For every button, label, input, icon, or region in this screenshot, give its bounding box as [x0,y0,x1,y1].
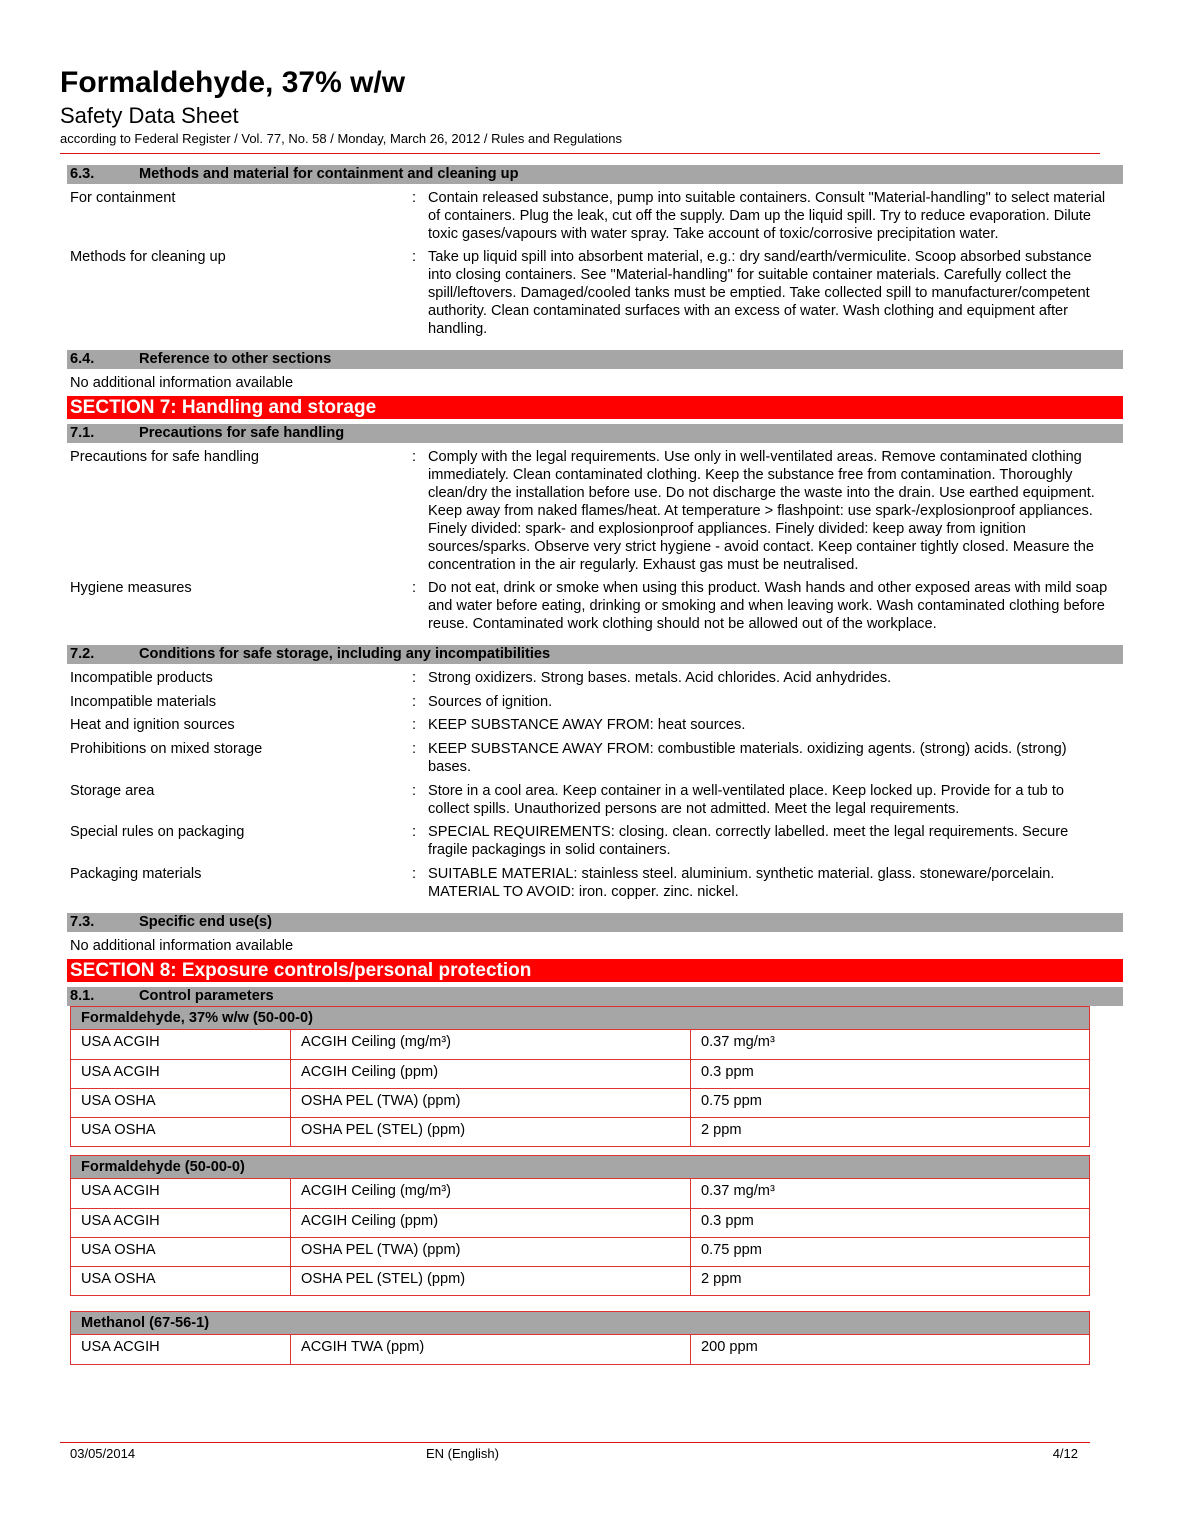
info-row-packaging-materials [67,865,1123,901]
table-cell-agency: USA OSHA [71,1089,291,1117]
footer-page-number: 4/12 [1052,1446,1078,1461]
subsection-title: Control parameters [139,988,274,1004]
row-value: Contain released substance, pump into suitable containers. Consult "Material-handling" to select material of containers. Plug the leak, cut off the supply. Dam up the liquid spill. Try to reduce evaporation. Dilute toxic gases/vapours with water spray. Take account of toxic/corrosive precipitation water. [428,190,1106,242]
footer-date: 03/05/2014 [70,1446,136,1461]
row-value: Take up liquid spill into absorbent material, e.g.: dry sand/earth/vermiculite. Scoop absorbed substance into closing containers. See "Material-handling" for suitable container materials. Carefully collect the spill/leftovers. Damaged/cooled tanks must be emptied. Take collected spill to manufacturer/competent authority. Clean contaminated surfaces with an excess of water. Wash clothing and equipment after handling. [428,249,1092,337]
table-row [71,1208,1089,1237]
subsection-number: 7.2. [70,646,95,662]
footer-language: EN (English) [426,1446,499,1461]
row-label: Incompatible products [70,670,213,686]
row-colon: : [412,866,417,882]
info-row-incompatible-products [67,669,1123,687]
row-value: Do not eat, drink or smoke when using this product. Wash hands and other exposed areas with mild soap and water before eating, drinking or smoking and when leaving work. Wash contaminated clothing before reuse. Contaminated work clothing should not be allowed out of the workplace. [428,580,1108,632]
row-value: Store in a cool area. Keep container in a well-ventilated place. Keep locked up. Provide for a tub to collect spills. Unauthorized persons are not admitted. Meet the legal requirements. [428,783,1065,817]
exposure-table-formaldehyde [70,1155,1090,1296]
row-value: Comply with the legal requirements. Use only in well-ventilated areas. Remove contaminated clothing immediately. Clean contaminated clothing. Keep the substance free from contamination. Thoroughly clean/dry the installation before use. Do not discharge the waste into the drain. Use earthed equipment. Keep away from naked flames/heat. At temperature > flashpoint: use spark-/explosionproof appliances. Finely divided: spark- and explosionproof appliances. Finely divided: keep away from ignition sources/sparks. Observe very strict hygiene - avoid contact. Keep container tightly closed. Measure the concentration in the air regularly. Exhaust gas must be neutralised. [428,449,1095,573]
row-colon: : [412,670,417,686]
table-cell-parameter: ACGIH Ceiling (mg/m³) [291,1179,691,1208]
page-footer [60,1442,1090,1466]
table-title: Formaldehyde, 37% w/w (50-00-0) [71,1007,1089,1030]
subsection-title: Methods and material for containment and cleaning up [139,166,519,182]
table-cell-agency: USA OSHA [71,1238,291,1266]
table-cell-parameter: ACGIH TWA (ppm) [291,1335,691,1364]
row-colon: : [412,190,417,206]
table-cell-agency: USA ACGIH [71,1060,291,1088]
table-cell-parameter: ACGIH Ceiling (mg/m³) [291,1030,691,1059]
row-label: For containment [70,190,176,206]
row-label: Hygiene measures [70,580,192,596]
table-cell-value: 0.37 mg/m³ [701,1034,775,1050]
row-label: Packaging materials [70,866,202,882]
row-value: Sources of ignition. [428,694,553,710]
info-row-mixed-storage [67,740,1123,776]
row-label: Prohibitions on mixed storage [70,741,263,757]
info-row-incompatible-materials [67,693,1123,711]
table-row [71,1030,1089,1059]
table-cell-value: 0.3 ppm [701,1213,754,1229]
row-label: Special rules on packaging [70,824,245,840]
table-cell-agency: USA ACGIH [71,1179,291,1208]
regulation-reference: according to Federal Register / Vol. 77, No. 58 / Monday, March 26, 2012 / Rules and Regulations [60,131,622,146]
info-row-heat-ignition [67,716,1123,734]
row-label: Precautions for safe handling [70,449,260,465]
row-colon: : [412,580,417,596]
subsection-number: 7.1. [70,425,95,441]
subsection-title: Reference to other sections [139,351,332,367]
table-cell-value: 0.75 ppm [701,1242,762,1258]
table-cell-value: 2 ppm [701,1271,742,1287]
table-cell-agency: USA ACGIH [71,1030,291,1059]
table-cell-value: 0.37 mg/m³ [701,1183,775,1199]
table-cell-agency: USA OSHA [71,1118,291,1146]
table-row [71,1266,1089,1295]
info-row-precautions [67,448,1123,574]
table-cell-agency: USA OSHA [71,1267,291,1295]
row-colon: : [412,449,417,465]
document-subtitle: Safety Data Sheet [60,103,239,128]
table-cell-parameter: OSHA PEL (STEL) (ppm) [291,1118,691,1146]
subsection-number: 6.3. [70,166,95,182]
row-colon: : [412,717,417,733]
table-row [71,1059,1089,1088]
subsection-header-7-2 [67,645,1123,664]
info-row-packaging-rules [67,823,1123,859]
row-colon: : [412,783,417,799]
subsection-number: 6.4. [70,351,95,367]
row-value: KEEP SUBSTANCE AWAY FROM: heat sources. [428,717,746,733]
subsection-header-7-1 [67,424,1123,443]
table-cell-value: 2 ppm [701,1122,742,1138]
row-colon: : [412,824,417,840]
section-header-8: SECTION 8: Exposure controls/personal protection [67,959,1123,982]
subsection-header-8-1 [67,987,1123,1006]
subsection-title: Specific end use(s) [139,914,273,930]
info-row-hygiene [67,579,1123,633]
header-divider [60,153,1100,154]
subsection-number: 7.3. [70,914,95,930]
row-label: Heat and ignition sources [70,717,235,733]
row-label: Incompatible materials [70,694,217,710]
table-row [71,1117,1089,1146]
table-title: Methanol (67-56-1) [71,1312,1089,1335]
subsection-header-7-3 [67,913,1123,932]
page-content [67,165,1123,1365]
table-cell-value: 0.3 ppm [701,1064,754,1080]
info-row-containment [67,189,1123,243]
subsection-header-6-3 [67,165,1123,184]
exposure-table-methanol [70,1311,1090,1365]
subsection-number: 8.1. [70,988,95,1004]
section-header-7: SECTION 7: Handling and storage [67,396,1123,419]
subsection-header-6-4 [67,350,1123,369]
row-colon: : [412,249,417,265]
table-cell-parameter: ACGIH Ceiling (ppm) [291,1060,691,1088]
table-cell-parameter: OSHA PEL (TWA) (ppm) [291,1089,691,1117]
info-row-storage-area [67,782,1123,818]
table-row [71,1088,1089,1117]
row-label: Methods for cleaning up [70,249,226,265]
table-row [71,1335,1089,1364]
table-row [71,1237,1089,1266]
row-colon: : [412,694,417,710]
no-info-text: No additional information available [70,375,294,391]
row-colon: : [412,741,417,757]
table-cell-parameter: ACGIH Ceiling (ppm) [291,1209,691,1237]
table-cell-agency: USA ACGIH [71,1335,291,1364]
info-row-cleaning-up [67,248,1123,338]
row-value: SUITABLE MATERIAL: stainless steel. aluminium. synthetic material. glass. stoneware/porcelain. MATERIAL TO AVOID: iron. copper. zinc. nickel. [428,866,1055,900]
row-value: Strong oxidizers. Strong bases. metals. Acid chlorides. Acid anhydrides. [428,670,892,686]
row-label: Storage area [70,783,155,799]
subsection-title: Conditions for safe storage, including any incompatibilities [139,646,551,662]
row-value: SPECIAL REQUIREMENTS: closing. clean. correctly labelled. meet the legal requirements. Secure fragile packagings in solid containers. [428,824,1069,858]
table-title: Formaldehyde (50-00-0) [71,1156,1089,1179]
table-row [71,1179,1089,1208]
row-value: KEEP SUBSTANCE AWAY FROM: combustible materials. oxidizing agents. (strong) acids. (strong) bases. [428,741,1067,775]
exposure-table-formaldehyde-37 [70,1006,1090,1147]
table-cell-parameter: OSHA PEL (TWA) (ppm) [291,1238,691,1266]
table-cell-value: 0.75 ppm [701,1093,762,1109]
table-cell-parameter: OSHA PEL (STEL) (ppm) [291,1267,691,1295]
subsection-title: Precautions for safe handling [139,425,345,441]
document-title: Formaldehyde, 37% w/w [60,66,406,99]
table-cell-value: 200 ppm [701,1339,758,1355]
no-info-text: No additional information available [70,938,294,954]
table-cell-agency: USA ACGIH [71,1209,291,1237]
